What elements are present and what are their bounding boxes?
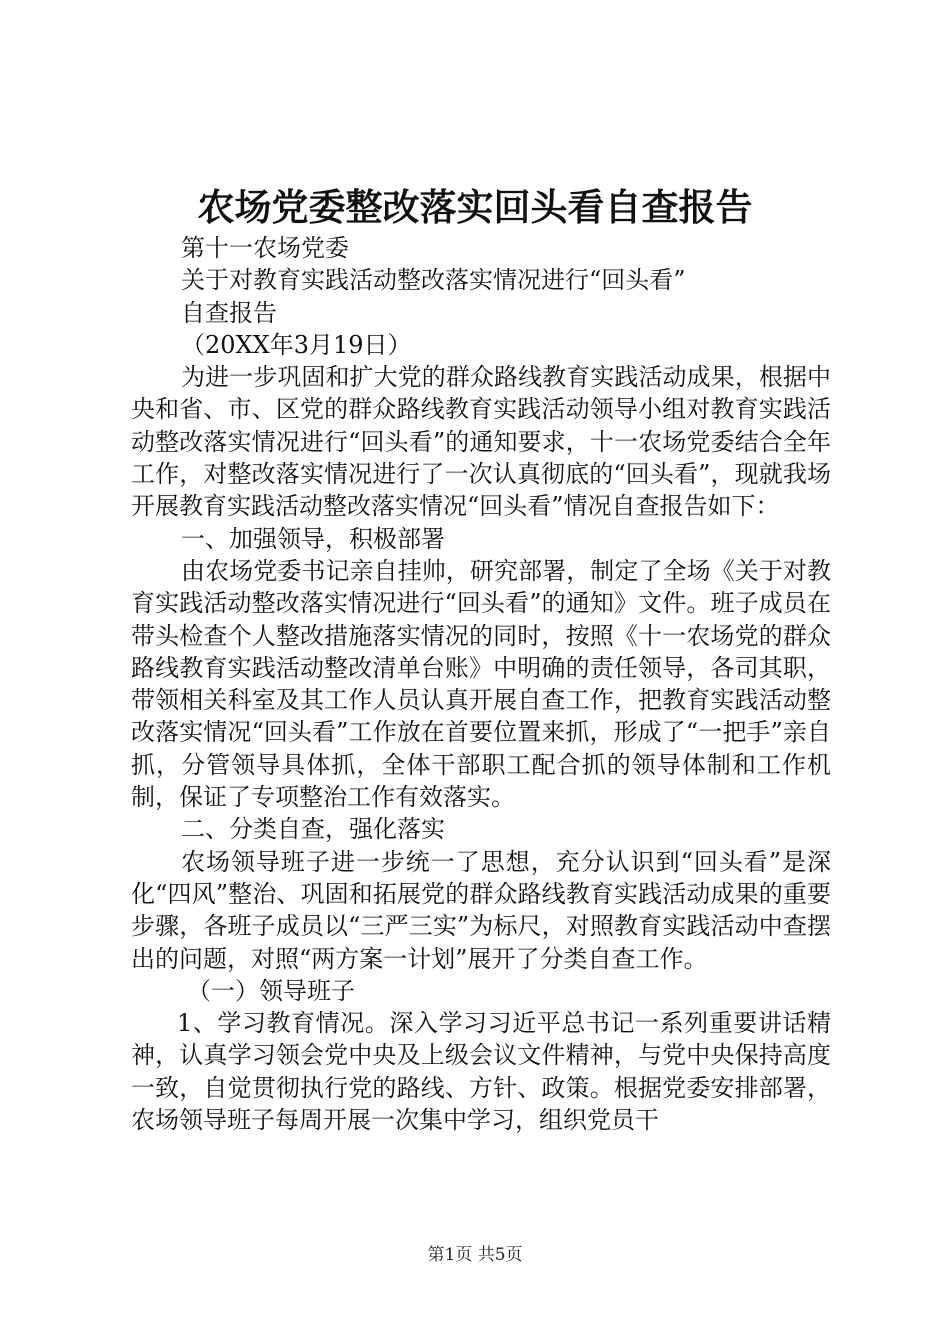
document-body [131, 232, 831, 1136]
header-line-subject: 关于对教育实践活动整改落实情况进行“回头看” [181, 266, 686, 295]
header-line-date: （20XX年3月19日） [181, 330, 412, 359]
section-heading-2: 二、分类自查，强化落实 [181, 815, 445, 844]
paragraph-subsection-1: 1、学习教育情况。深入学习习近平总书记一系列重要讲话精神，认真学习领会党中央及上级会议文件精神，与党中央保持高度一致，自觉贯彻执行党的路线、方针、政策。根据党委安排部署，农场领导班子每周开展一次集中学习，组织党员干 [131, 1009, 831, 1135]
paragraph-intro: 为进一步巩固和扩大党的群众路线教育实践活动成果，根据中央和省、市、区党的群众路线教育实践活动领导小组对教育实践活动整改落实情况进行“回头看”的通知要求，十一农场党委结合全年工作，对整改落实情况进行了一次认真彻底的“回头看”，现就我场开展教育实践活动整改落实情况“回头看”情况自查报告如下： [131, 363, 831, 521]
header-line-org: 第十一农场党委 [181, 234, 349, 262]
document-title: 农场党委整改落实回头看自查报告 [197, 185, 753, 229]
subsection-heading-1: （一）领导班子 [187, 976, 355, 1005]
paragraph-section-1: 由农场党委书记亲自挂帅，研究部署，制定了全场《关于对教育实践活动整改落实情况进行“回头看”的通知》文件。班子成员在带头检查个人整改措施落实情况的同时，按照《十一农场党的群众路线教育实践活动整改清单台账》中明确的责任领导，各司其职，带领相关科室及其工作人员认真开展自查工作，把教育实践活动整改落实情况“回头看”工作放在首要位置来抓，形成了“一把手”亲自抓，分管领导具体抓，全体干部职工配合抓的领导体制和工作机制，保证了专项整治工作有效落实。 [131, 556, 831, 812]
header-line-report: 自查报告 [181, 298, 277, 327]
page-footer: 第1页 共5页 [427, 1245, 523, 1265]
section-heading-1: 一、加强领导，积极部署 [181, 524, 445, 553]
paragraph-section-2: 农场领导班子进一步统一了思想，充分认识到“回头看”是深化“四风”整治、巩固和拓展党的群众路线教育实践活动成果的重要步骤，各班子成员以“三严三实”为标尺，对照教育实践活动中查摆出的问题，对照“两方案一计划”展开了分类自查工作。 [131, 847, 831, 973]
